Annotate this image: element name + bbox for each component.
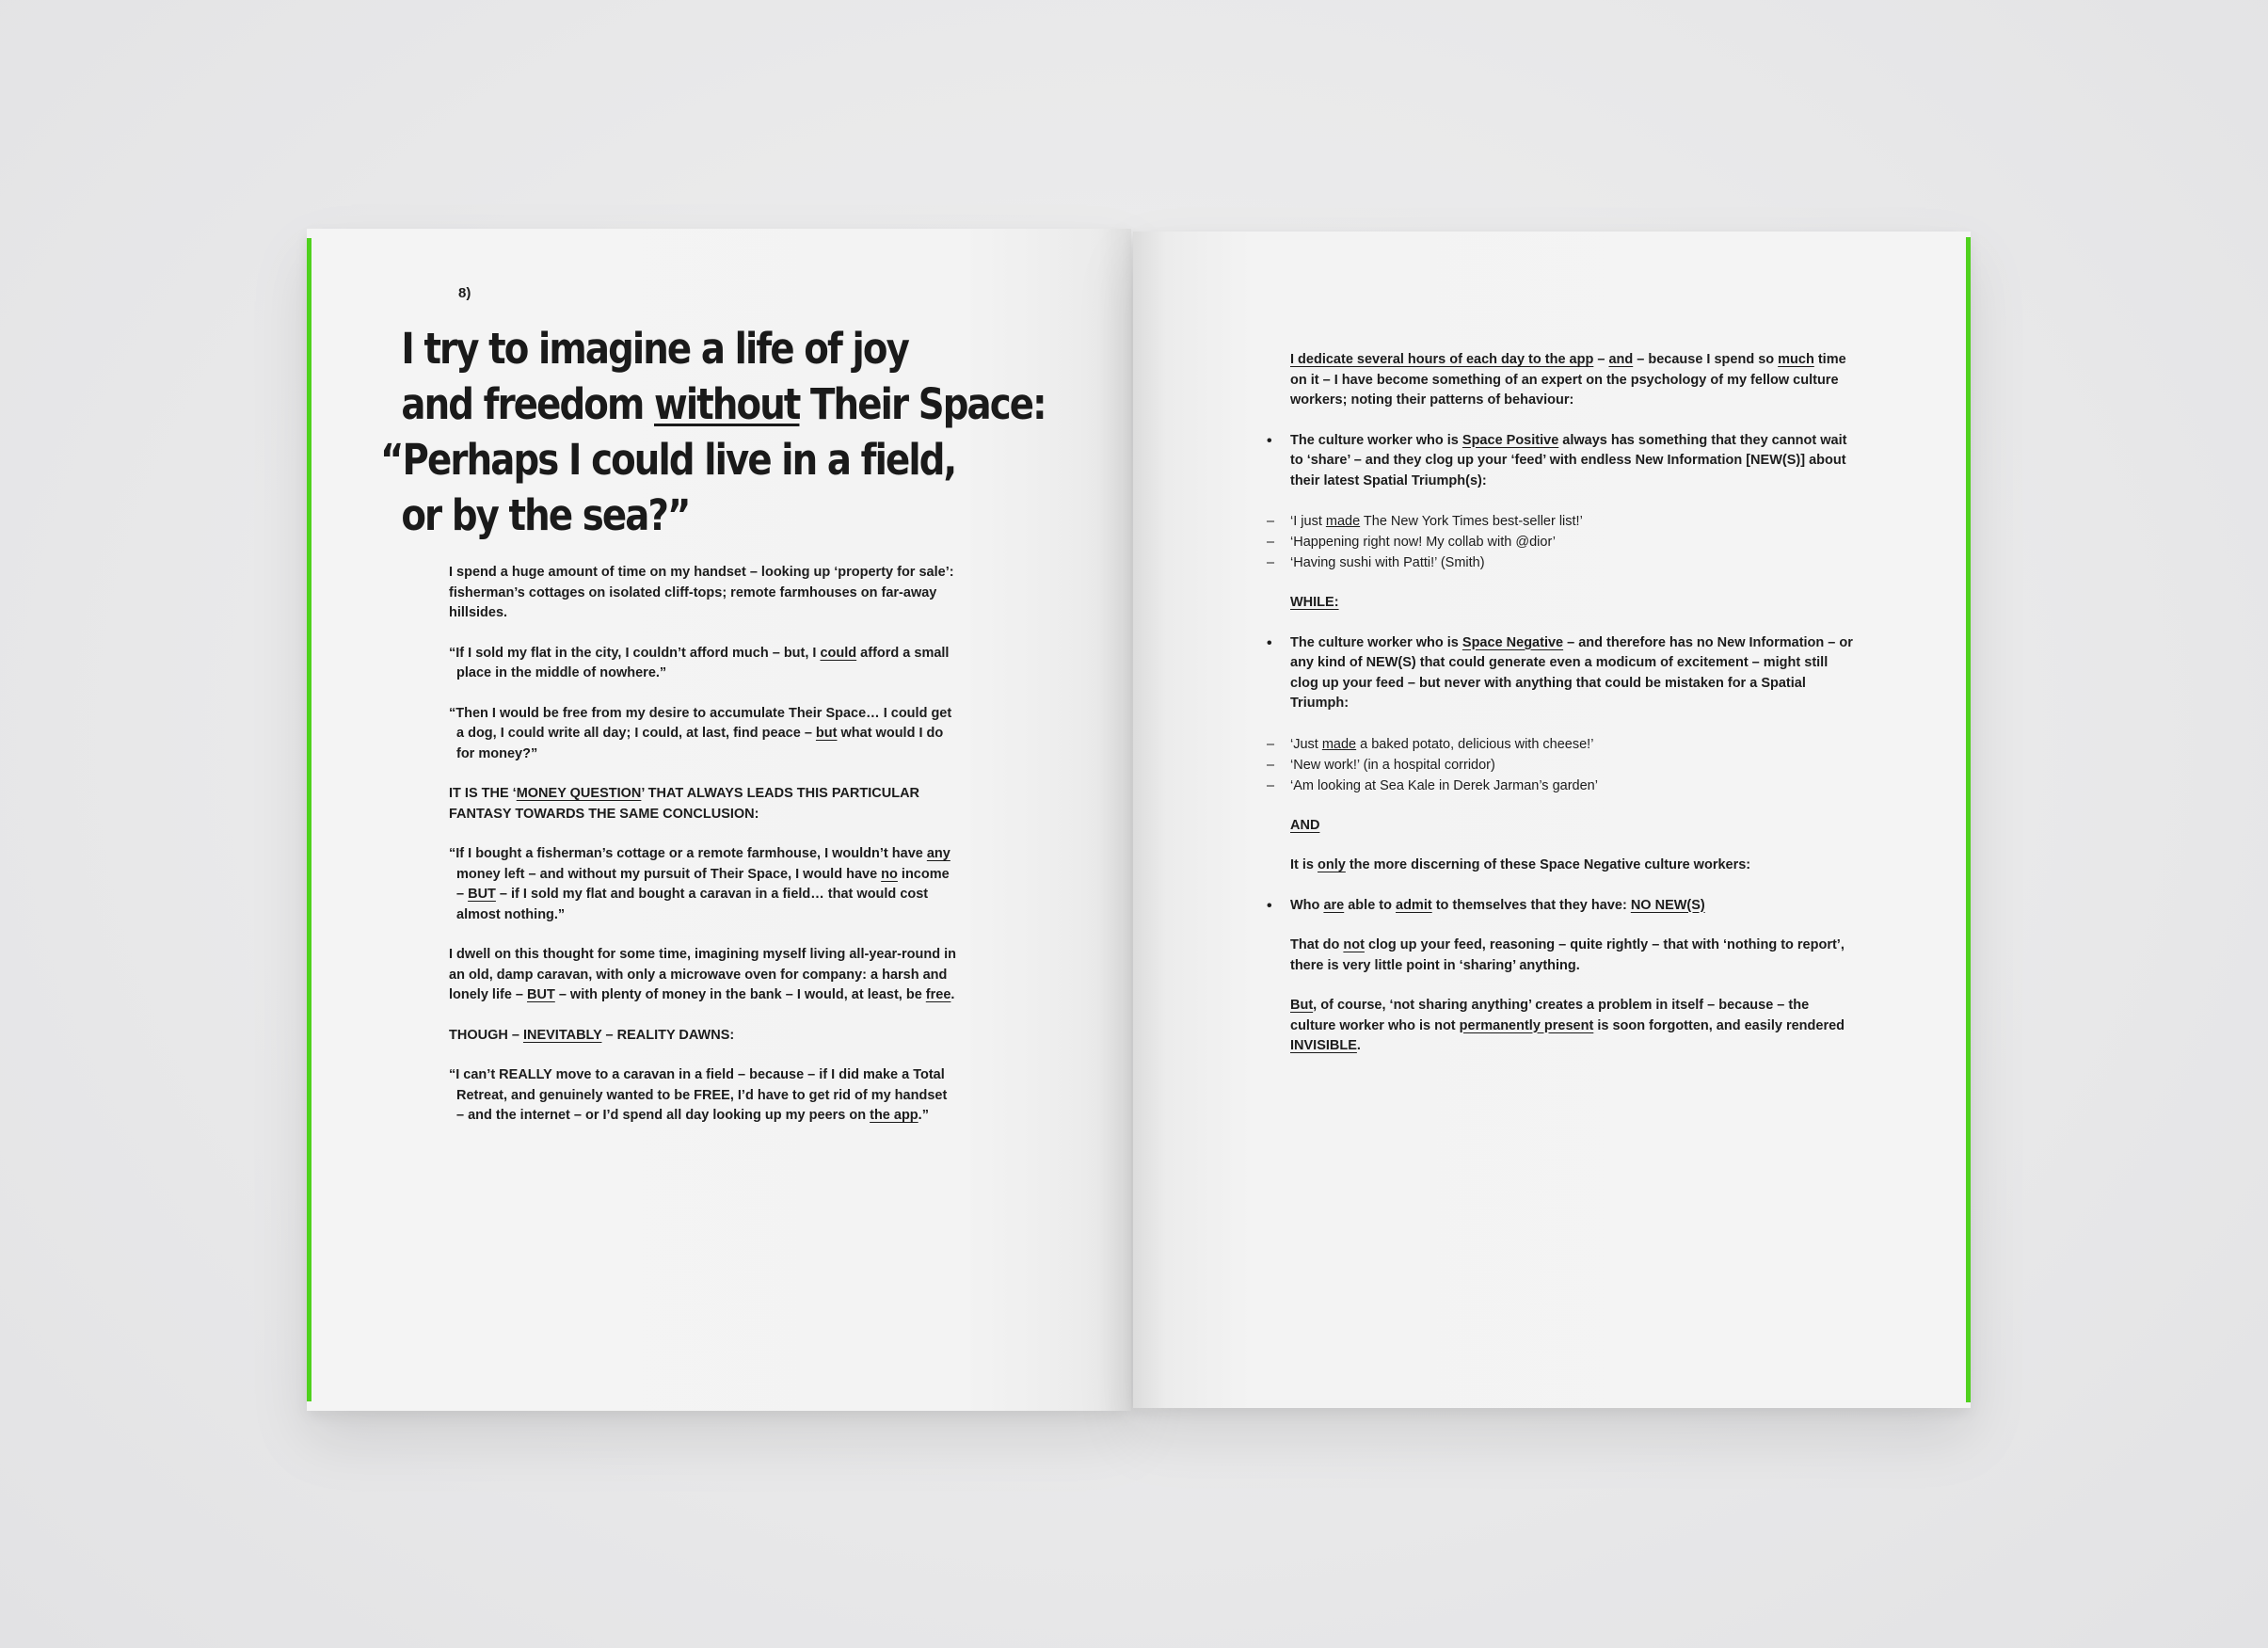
paragraph: THOUGH – INEVITABLY – REALITY DAWNS: [449, 1027, 735, 1043]
green-page-edge-left [307, 238, 311, 1401]
left-page [307, 229, 1131, 1411]
paragraph: I spend a huge amount of time on my handset – looking up ‘property for sale’: fisherman’s cottages on isolated cliff-tops; remote farmhouses on far-away hillsides. [449, 565, 954, 620]
and-label: AND [1290, 817, 1320, 833]
paragraph: That do not clog up your feed, reasoning – quite rightly – that with ‘nothing to report’, there is very little point in ‘sharing’ anything. [1290, 937, 1845, 973]
right-body-text [1290, 350, 1855, 1077]
dash-list [1267, 734, 1855, 796]
headline-line-3: “Perhaps I could live in a field, [380, 435, 956, 485]
page-number: 8) [458, 285, 471, 301]
paragraph: “I can’t REALLY move to a caravan in a field – because – if I did make a Total Retreat, and genuinely wanted to be FREE, I’d have to get rid of my handset – and the internet – or I’d spend all day looking up my peers on the app.” [449, 1067, 948, 1123]
dash-list [1267, 511, 1855, 573]
bullet-item: • The culture worker who is Space Positive always has something that they cannot wait to ‘share’ – and they clog up your ‘feed’ with endless New Information [NEW(S)] about their latest Spatial Triumph(s): [1290, 431, 1855, 492]
green-page-edge-right [1966, 237, 1971, 1402]
headline [380, 321, 1046, 543]
dash-item: – ‘Having sushi with Patti!’ (Smith) [1267, 552, 1855, 573]
dash-item: – ‘I just made The New York Times best-seller list!’ [1267, 511, 1855, 532]
right-page [1133, 232, 1971, 1408]
headline-line-1: I try to imagine a life of joy [401, 324, 908, 374]
dash-item: – ‘Am looking at Sea Kale in Derek Jarman’s garden’ [1267, 776, 1855, 796]
paragraph: I dedicate several hours of each day to the app – and – because I spend so much time on it – I have become something of an expert on the psychology of my fellow culture workers; noting their patterns of behaviour: [1290, 352, 1846, 408]
headline-line-2: and freedom without Their Space: [401, 379, 1046, 429]
bullet-item: • Who are able to admit to themselves that they have: NO NEW(S) [1290, 896, 1855, 917]
paragraph: IT IS THE ‘MONEY QUESTION’ THAT ALWAYS LEADS THIS PARTICULAR FANTASY TOWARDS THE SAME CONCLUSION: [449, 786, 920, 822]
headline-line-4: or by the sea?” [401, 490, 690, 540]
dash-item: – ‘New work!’ (in a hospital corridor) [1267, 755, 1855, 776]
dash-item: – ‘Just made a baked potato, delicious with cheese!’ [1267, 734, 1855, 755]
while-label: WHILE: [1290, 595, 1339, 610]
paragraph: I dwell on this thought for some time, imagining myself living all-year-round in an old, damp caravan, with only a microwave oven for company: a harsh and lonely life – BUT – with plenty of money in the bank – I would, at least, be free. [449, 947, 956, 1002]
paragraph: It is only the more discerning of these Space Negative culture workers: [1290, 857, 1751, 872]
headline-underlined-word: without [654, 379, 800, 429]
paragraph: “If I sold my flat in the city, I couldn’t afford much – but, I could afford a small place in the middle of nowhere.” [449, 645, 950, 680]
paragraph: But, of course, ‘not sharing anything’ creates a problem in itself – because – the culture worker who is not permanently present is soon forgotten, and easily rendered INVISIBLE. [1290, 998, 1845, 1053]
left-body-text [449, 563, 957, 1146]
dash-item: – ‘Happening right now! My collab with @dior’ [1267, 532, 1855, 552]
bullet-item: • The culture worker who is Space Negative – and therefore has no New Information – or any kind of NEW(S) that could generate even a modicum of excitement – might still clog up your feed – but never with anything that could be mistaken for a Spatial Triumph: [1290, 633, 1855, 714]
paragraph: “Then I would be free from my desire to accumulate Their Space… I could get a dog, I could write all day; I could, at last, find peace – but what would I do for money?” [449, 705, 952, 761]
paragraph: “If I bought a fisherman’s cottage or a remote farmhouse, I wouldn’t have any money left – and without my pursuit of Their Space, I would have no income – BUT – if I sold my flat and bought a caravan in a field… that would cost almost nothing.” [449, 846, 950, 922]
